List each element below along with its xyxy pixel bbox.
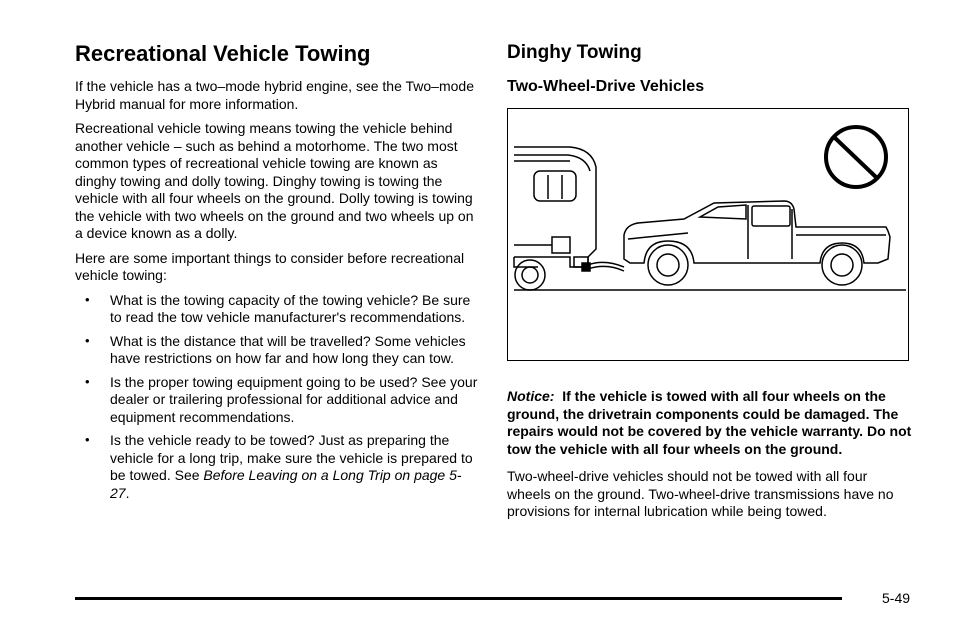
list-item	[75, 374, 480, 427]
dinghy-towing-title: Dinghy Towing	[507, 42, 642, 63]
list-item-text: Is the proper towing equipment going to be used? See your dealer or trailering professional for additional advice and equipment recommendations.	[110, 373, 478, 425]
towing-illustration-svg	[508, 109, 910, 362]
page-number: 5-49	[882, 590, 911, 606]
bullet-icon: •	[85, 291, 90, 307]
tow-bar-illustration	[582, 262, 624, 271]
pickup-truck-illustration	[624, 201, 890, 285]
bullet-icon: •	[85, 373, 90, 389]
considerations-paragraph: Here are some important things to consider before recreational vehicle towing:	[75, 249, 465, 283]
two-wheel-drive-paragraph: Two-wheel-drive vehicles should not be towed with all four wheels on the ground. Two-wheel-drive transmissions have no provisions for internal lubrication while being towed.	[507, 468, 894, 519]
considerations-list	[75, 292, 480, 503]
bullet-icon: •	[85, 432, 90, 447]
list-item-text: What is the towing capacity of the towing vehicle? Be sure to read the tow vehicle manufacturer's recommendations.	[110, 291, 471, 325]
towing-illustration	[507, 108, 909, 361]
left-column	[75, 40, 480, 508]
cross-reference-link[interactable]: Before Leaving on a Long Trip on page 5-27	[110, 467, 462, 501]
intro-paragraph: If the vehicle has a two–mode hybrid engine, see the Two–mode Hybrid manual for more information.	[75, 78, 474, 112]
prohibited-icon	[826, 127, 886, 187]
list-item-text: What is the distance that will be travelled? Some vehicles have restrictions on how far and how long they can tow.	[110, 332, 466, 366]
list-item	[75, 292, 480, 327]
list-item-end: .	[125, 484, 130, 501]
definition-paragraph: Recreational vehicle towing means towing the vehicle behind another vehicle – such as behind a motorhome. The two most common types of recreational vehicle towing are known as dinghy towing and dolly towing. Dinghy towing is towing the vehicle with all four wheels on the ground. Dolly towing is towing the vehicle with two wheels on the ground and two wheels up on a device known as a dolly.	[75, 120, 474, 241]
bullet-icon: •	[85, 332, 90, 348]
section-title: Recreational Vehicle Towing	[75, 41, 371, 66]
list-item	[75, 432, 480, 502]
two-wheel-drive-subtitle: Two-Wheel-Drive Vehicles	[507, 78, 705, 95]
list-item-text: Is the vehicle ready to be towed? Just as preparing the vehicle for a long trip, make sure the vehicle is prepared to be towed. See	[110, 432, 473, 483]
list-item	[75, 333, 480, 368]
notice-text: If the vehicle is towed with all four wheels on the ground, the drivetrain components could be damaged. The repairs would not be covered by the vehicle warranty. Do not tow the vehicle with all four wheels on the ground.	[507, 388, 912, 457]
notice-paragraph	[507, 388, 912, 458]
footer-rule	[75, 597, 842, 600]
notice-label: Notice:	[507, 388, 555, 404]
right-column	[507, 40, 912, 528]
